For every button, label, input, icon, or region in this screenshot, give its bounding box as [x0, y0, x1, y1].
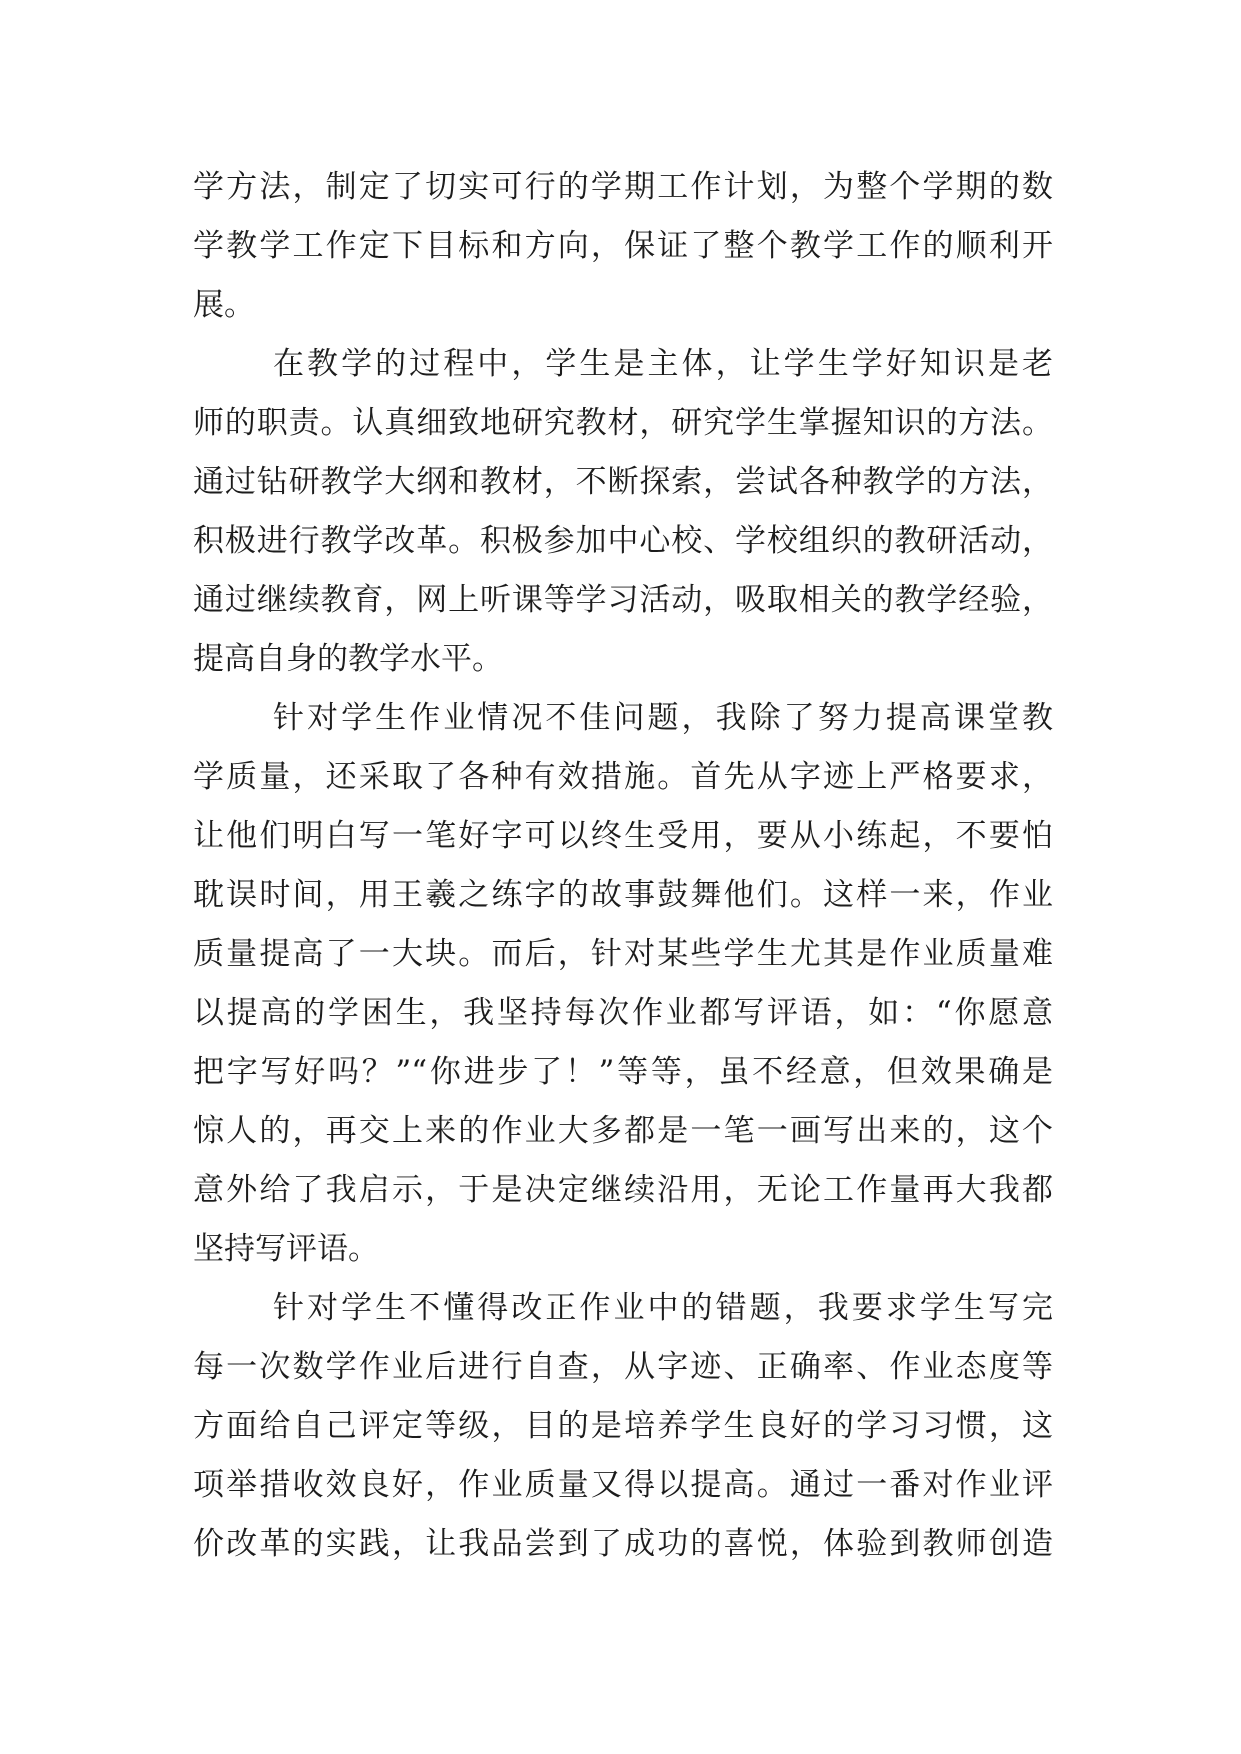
paragraph-1-line: 展。 [193, 287, 255, 323]
paragraph-3-line: 学质量，还采取了各种有效措施。首先从字迹上严格要求， [193, 759, 1053, 795]
paragraph-4-line: 项举措收效良好，作业质量又得以提高。通过一番对作业评 [193, 1467, 1053, 1503]
paragraph-2-line: 师的职责。认真细致地研究教材，研究学生掌握知识的方法。 [193, 405, 1053, 441]
paragraph-4-line: 价改革的实践，让我品尝到了成功的喜悦，体验到教师创造 [193, 1526, 1053, 1562]
paragraph-2-line: 提高自身的教学水平。 [193, 641, 503, 677]
paragraph-3-line: 让他们明白写一笔好字可以终生受用，要从小练起，不要怕 [193, 818, 1053, 854]
paragraph-2-line: 通过继续教育，网上听课等学习活动，吸取相关的教学经验， [193, 582, 1053, 618]
paragraph-3-line: 把字写好吗？”“你进步了！”等等，虽不经意，但效果确是 [193, 1054, 1053, 1090]
paragraph-1-line: 学方法，制定了切实可行的学期工作计划，为整个学期的数 [193, 169, 1053, 205]
paragraph-4-line: 每一次数学作业后进行自查，从字迹、正确率、作业态度等 [193, 1349, 1053, 1385]
paragraph-3-line: 耽误时间，用王羲之练字的故事鼓舞他们。这样一来，作业 [193, 877, 1053, 913]
paragraph-3-line: 坚持写评语。 [193, 1231, 379, 1267]
paragraph-3-line: 质量提高了一大块。而后，针对某些学生尤其是作业质量难 [193, 936, 1053, 972]
paragraph-2-line: 通过钻研教学大纲和教材，不断探索，尝试各种教学的方法， [193, 464, 1053, 500]
paragraph-3-line: 惊人的，再交上来的作业大多都是一笔一画写出来的，这个 [193, 1113, 1053, 1149]
paragraph-4-line: 针对学生不懂得改正作业中的错题，我要求学生写完 [273, 1290, 1053, 1326]
paragraph-3-line: 针对学生作业情况不佳问题，我除了努力提高课堂教 [273, 700, 1053, 736]
paragraph-1-line: 学教学工作定下目标和方向，保证了整个教学工作的顺利开 [193, 228, 1053, 264]
paragraph-2-line: 积极进行教学改革。积极参加中心校、学校组织的教研活动， [193, 523, 1053, 559]
body-text [193, 158, 1053, 1574]
paragraph-3-line: 意外给了我启示，于是决定继续沿用，无论工作量再大我都 [193, 1172, 1053, 1208]
paragraph-4-line: 方面给自己评定等级，目的是培养学生良好的学习习惯，这 [193, 1408, 1053, 1444]
paragraph-2-line: 在教学的过程中，学生是主体，让学生学好知识是老 [273, 346, 1053, 382]
paragraph-3-line: 以提高的学困生，我坚持每次作业都写评语，如：“你愿意 [193, 995, 1053, 1031]
